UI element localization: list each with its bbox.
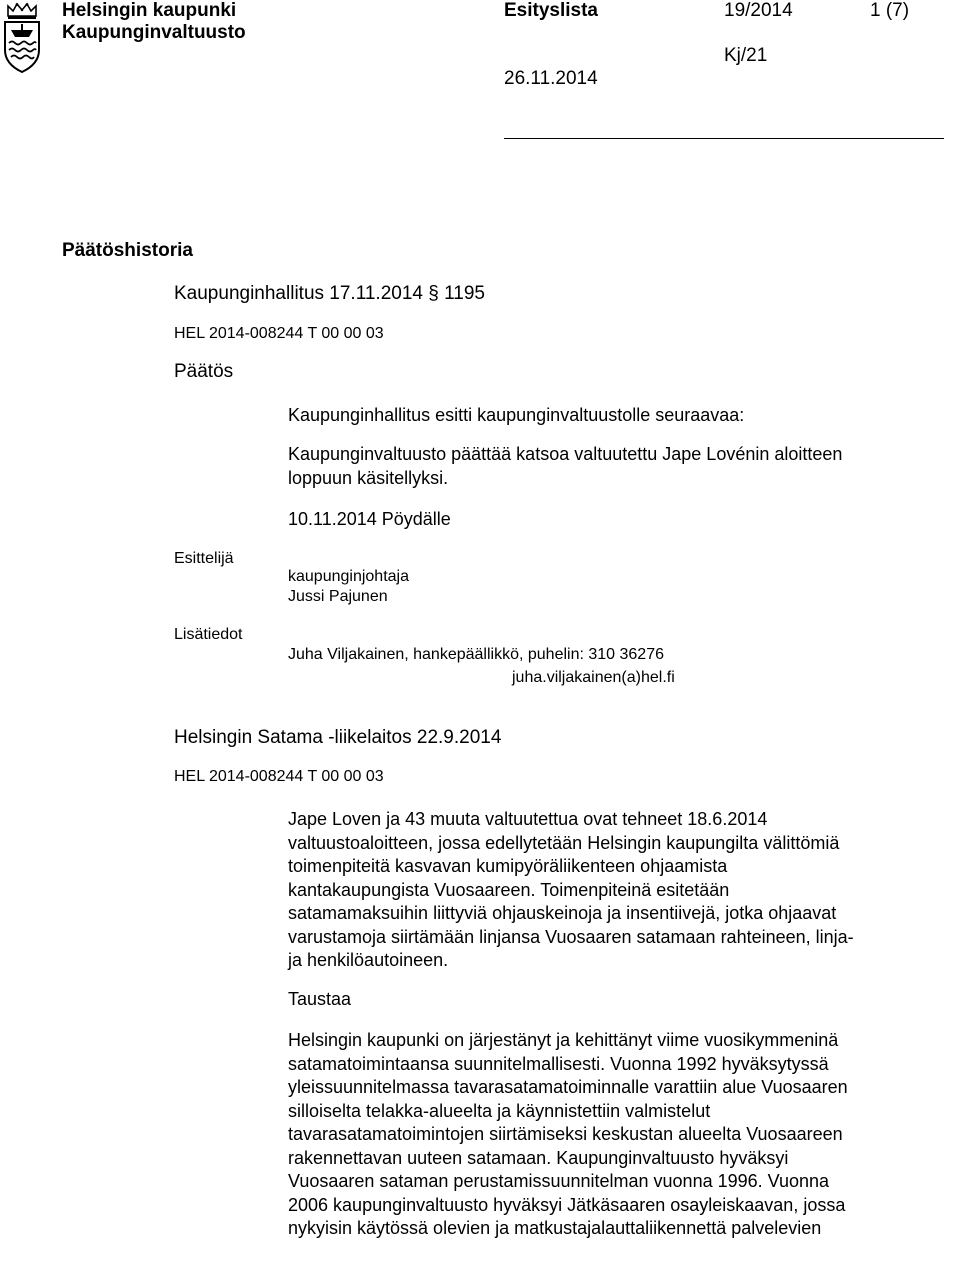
history-reference: HEL 2014-008244 T 00 00 03	[174, 768, 384, 785]
header-page-number: 1 (7)	[870, 0, 910, 21]
section-title: Päätöshistoria	[62, 240, 193, 261]
text-line: tavarasatamatoimintojen siirtämiseksi keskustan alueelta Vuosaareen	[288, 1124, 843, 1144]
header-decision-body: Kaupunginvaltuusto	[62, 22, 246, 43]
tabled-note: 10.11.2014 Pöydälle	[288, 509, 451, 529]
presenter-name: Jussi Pajunen	[288, 588, 388, 605]
header-meeting-date: 26.11.2014	[504, 68, 598, 89]
text-line: loppuun käsitellyksi.	[288, 467, 449, 488]
header-divider	[504, 138, 944, 139]
text-line: Helsingin kaupunki on järjestänyt ja kehittänyt viime vuosikymmeninä	[288, 1030, 839, 1050]
text-line: satamamaksuihin liittyviä ohjauskeinoja ja insentiivejä, jotka ohjaavat	[288, 903, 837, 923]
text-line: rakennettavan uuteen satamaan. Kaupunginvaltuusto hyväksyi	[288, 1147, 789, 1168]
text-line: toimenpiteitä kasvavan kumipyöräliikenteen ohjaamista	[288, 856, 728, 876]
contact-person: Juha Viljakainen, hankepäällikkö, puhelin: 310 36276	[288, 646, 664, 663]
text-line: silloiselta telakka-alueelta ja käynnistettiin valmistelut	[288, 1100, 711, 1121]
text-line: kantakaupungista Vuosaareen. Toimenpiteinä esitetään	[288, 879, 730, 900]
presenter-title: kaupunginjohtaja	[288, 568, 409, 585]
text-line: ja henkilöautoineen.	[288, 950, 449, 970]
history-entry-line: Helsingin Satama -liikelaitos 22.9.2014	[174, 727, 502, 748]
text-line: Vuosaaren sataman perustamissuunnitelman vuonna 1996. Vuonna	[288, 1171, 830, 1191]
text-line: valtuustoaloitteen, jossa edellytetään Helsingin kaupungilta välittömiä	[288, 832, 840, 853]
decision-label: Päätös	[174, 361, 234, 382]
background-text	[288, 1029, 848, 1241]
proposal-intro: Kaupunginhallitus esitti kaupunginvaltuustolle seuraavaa:	[288, 405, 745, 425]
history-entry-line: Kaupunginhallitus 17.11.2014 § 1195	[174, 283, 485, 304]
initiative-description	[288, 808, 854, 973]
text-line: yleissuunnitelmassa tavarasatamatoiminnalle varattiin alue Vuosaaren	[288, 1077, 848, 1097]
text-line: Kaupunginvaltuusto päättää katsoa valtuutettu Jape Lovénin aloitteen	[288, 444, 843, 464]
header-document-type: Esityslista	[504, 0, 598, 21]
proposal-text	[288, 443, 842, 490]
text-line: nykyisin käytössä olevien ja matkustajalauttaliikennettä palvelevien	[288, 1218, 822, 1238]
text-line: Jape Loven ja 43 muuta valtuutettua ovat tehneet 18.6.2014	[288, 809, 768, 829]
text-line: 2006 kaupunginvaltuusto hyväksyi Jätkäsaaren osayleiskaavan, jossa	[288, 1194, 846, 1215]
contact-email: juha.viljakainen(a)hel.fi	[512, 669, 675, 686]
text-line: satamatoimintaansa suunnitelmallisesti. Vuonna 1992 hyväksytyssä	[288, 1053, 829, 1074]
text-line: varustamoja siirtämään linjansa Vuosaaren satamaan rahteineen, linja-	[288, 926, 854, 947]
header-organization: Helsingin kaupunki	[62, 0, 237, 21]
info-label: Lisätiedot	[174, 626, 243, 643]
header-agenda-item: Kj/21	[724, 45, 768, 66]
helsinki-coat-of-arms-logo	[2, 2, 42, 74]
header-document-number: 19/2014	[724, 0, 793, 21]
presenter-label: Esittelijä	[174, 550, 234, 567]
background-heading: Taustaa	[288, 989, 352, 1009]
history-reference: HEL 2014-008244 T 00 00 03	[174, 325, 384, 342]
